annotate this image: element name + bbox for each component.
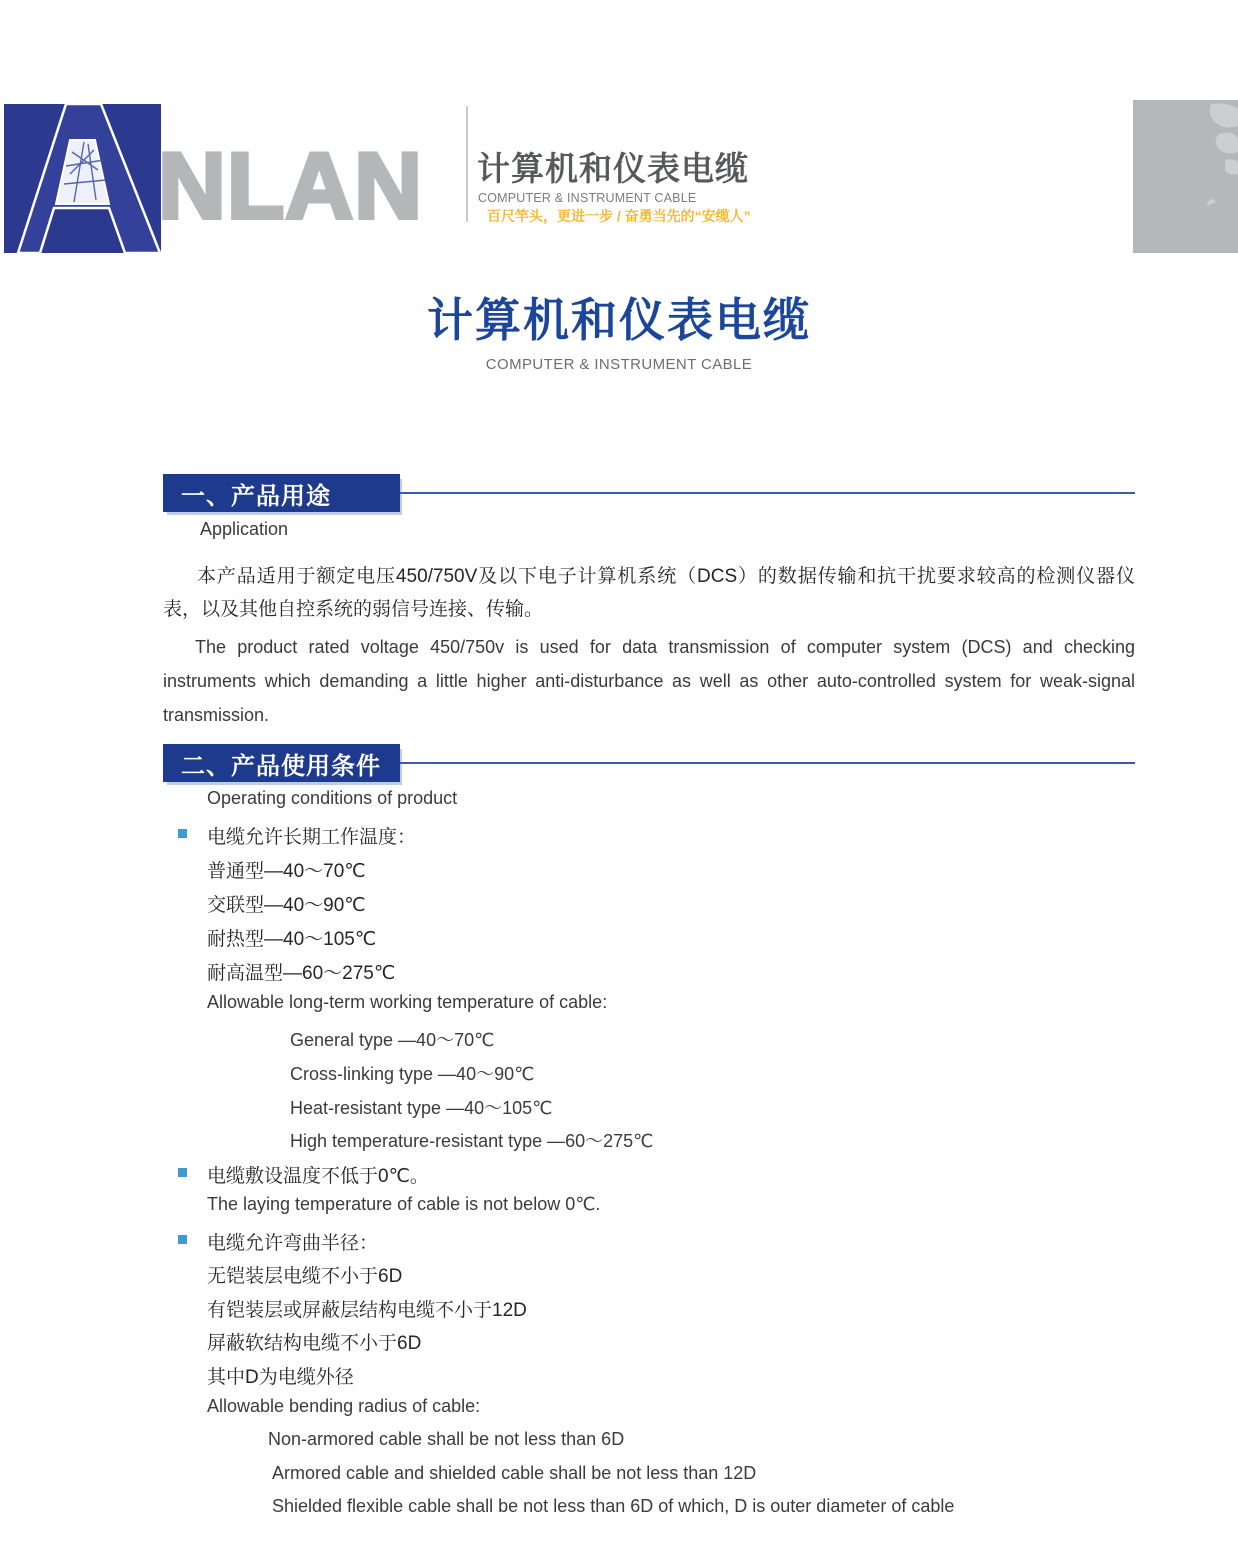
- bullet1-cn-line: 交联型—40～90℃: [207, 895, 366, 916]
- section2-rule: [400, 762, 1135, 764]
- bullet1-cn-line: 普通型—40～70℃: [207, 861, 366, 882]
- page-title: 计算机和仪表电缆: [427, 294, 811, 346]
- logo-wordmark: NLAN: [158, 133, 424, 238]
- bullet1-en-line: High temperature-resistant type —60～275℃: [290, 1131, 654, 1151]
- corner-photo: [1133, 100, 1238, 253]
- header-product-title-en: COMPUTER & INSTRUMENT CABLE: [478, 191, 697, 205]
- bullet3-cn-line: 有铠装层或屏蔽层结构电缆不小于12D: [207, 1300, 527, 1321]
- bullet-square-icon: [178, 1235, 187, 1244]
- section1-subheading: Application: [200, 519, 289, 539]
- section1-heading: [163, 474, 400, 512]
- bullet3-cn-line: 屏蔽软结构电缆不小于6D: [207, 1333, 422, 1354]
- section2-heading-label: 二、产品使用条件: [181, 752, 381, 780]
- page-subtitle: COMPUTER & INSTRUMENT CABLE: [485, 356, 753, 373]
- bullet3-en-intro: Allowable bending radius of cable:: [207, 1396, 481, 1416]
- bullet2-label: 电缆敷设温度不低于0℃。: [207, 1166, 429, 1187]
- section1-rule: [400, 492, 1135, 494]
- section1-paragraph-en: The product rated voltage 450/750v is used for data transmission of computer system (DCS) and checking instruments which demanding a little higher anti-disturbance as well as other auto-controlled system for weak-signal transmission.: [163, 637, 1135, 725]
- bullet-square-icon: [178, 829, 187, 838]
- leaf-icon: [1133, 100, 1238, 253]
- header-slogan: 百尺竿头，更进一步 / 奋勇当先的“安缆人”: [487, 208, 751, 224]
- bullet-square-icon: [178, 1168, 187, 1177]
- bullet1-en-intro: Allowable long-term working temperature of cable:: [207, 992, 608, 1012]
- section1-heading-label: 一、产品用途: [181, 482, 331, 510]
- bullet3-cn-line: 无铠装层电缆不小于6D: [207, 1266, 403, 1287]
- bullet3-en-line: Non-armored cable shall be not less than 6D: [268, 1429, 625, 1449]
- bullet3-en-line: Armored cable and shielded cable shall be not less than 12D: [272, 1463, 757, 1483]
- section2-heading: [163, 744, 400, 782]
- bullet3-en-line: Shielded flexible cable shall be not less than 6D of which, D is outer diameter of cable: [272, 1496, 955, 1516]
- header-divider: [466, 106, 468, 222]
- bullet1-en-line: Cross-linking type —40～90℃: [290, 1064, 535, 1084]
- anlan-logo-icon: [4, 104, 161, 253]
- bullet1-en-line: General type —40～70℃: [290, 1030, 495, 1050]
- bullet1-label: 电缆允许长期工作温度：: [207, 827, 417, 848]
- bullet3-cn-line: 其中D为电缆外径: [207, 1367, 354, 1388]
- header-product-title-cn: 计算机和仪表电缆: [477, 150, 749, 187]
- bullet1-cn-line: 耐高温型—60～275℃: [207, 963, 396, 984]
- bullet1-en-line: Heat-resistant type —40～105℃: [290, 1098, 553, 1118]
- bullet1-cn-line: 耐热型—40～105℃: [207, 929, 377, 950]
- section2-subheading: Operating conditions of product: [207, 788, 458, 808]
- section1-paragraph-cn: 本产品适用于额定电压450/750V及以下电子计算机系统（DCS）的数据传输和抗干扰要求较高的检测仪器仪表，以及其他自控系统的弱信号连接、传输。: [163, 566, 1135, 620]
- bullet2-en-line: The laying temperature of cable is not below 0℃.: [207, 1194, 601, 1214]
- bullet3-label: 电缆允许弯曲半径：: [207, 1233, 379, 1254]
